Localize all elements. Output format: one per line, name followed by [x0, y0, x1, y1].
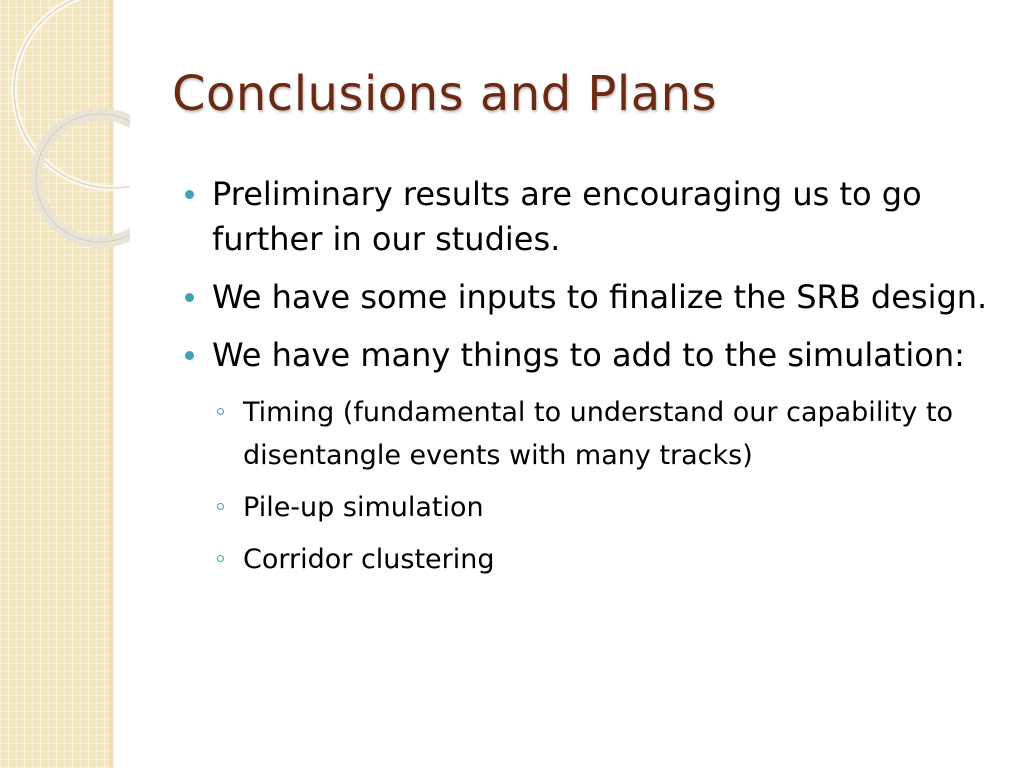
decorative-ring-large-outline	[14, 0, 130, 188]
bullet-text: We have many things to add to the simulation:	[212, 336, 965, 374]
bullet-text: Preliminary results are encouraging us to go further in our studies.	[212, 175, 922, 258]
sub-bullet-item	[185, 538, 995, 581]
bullet-item	[185, 172, 995, 262]
sub-bullet-text: Corridor clustering	[243, 544, 495, 575]
decorative-ring-large	[14, 0, 130, 188]
sub-bullet-text: Pile-up simulation	[243, 492, 484, 523]
bullet-dot-icon	[185, 351, 194, 360]
bullet-dot-icon	[185, 190, 194, 199]
bullet-item	[185, 275, 995, 320]
bullet-text: We have some inputs to finalize the SRB design.	[212, 278, 988, 316]
sub-bullet-text: Timing (fundamental to understand our capability to disentangle events with many tracks)	[243, 397, 954, 471]
bullet-dot-icon	[185, 293, 194, 302]
decorative-rings	[0, 0, 130, 260]
sub-bullet-item	[185, 391, 995, 477]
sub-bullet-ring-icon	[217, 503, 224, 510]
sub-bullet-ring-icon	[217, 408, 224, 415]
slide-content	[185, 172, 995, 590]
slide-title: Conclusions and Plans	[172, 66, 718, 122]
sub-bullet-ring-icon	[217, 555, 224, 562]
bullet-item	[185, 333, 995, 378]
decorative-ring-small	[36, 114, 130, 242]
sub-bullet-item	[185, 486, 995, 529]
